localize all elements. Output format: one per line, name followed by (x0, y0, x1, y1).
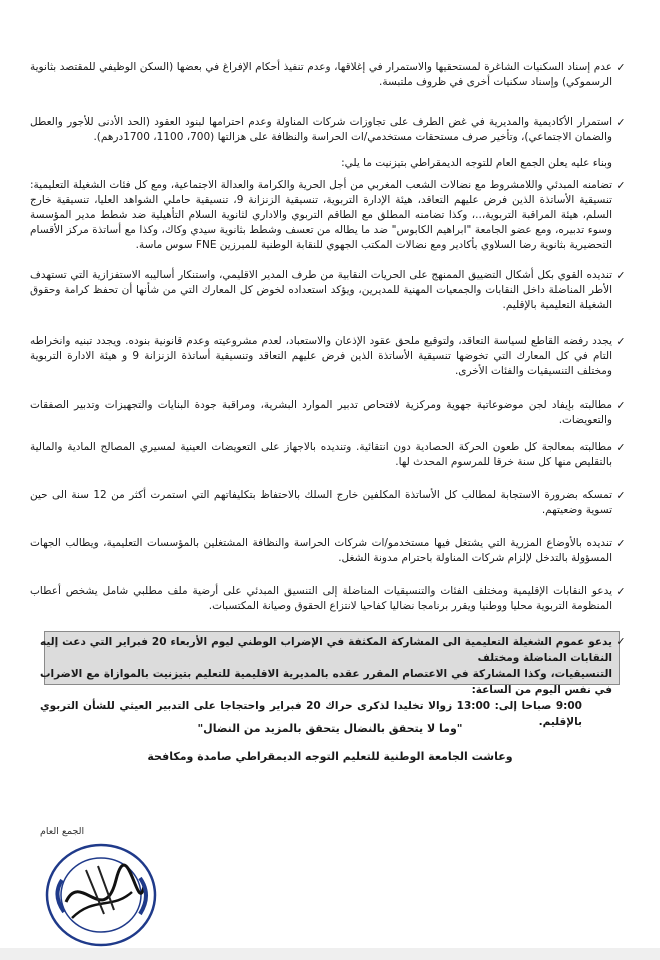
callout-line: يدعو عموم الشغيلة التعليمية الى المشاركة المكثفة في الإضراب الوطني ليوم الأربعاء 20 فبراير التي دعت إليه النقابات المناضلة ومختلف (40, 636, 612, 664)
item-text: استمرار الأكاديمية والمديرية في غض الطرف على تجاوزات شركات المناولة وعدم احترامها لبنود العقود (الحد الأدنى للأجور والعطل والضمان الاجتماعي)، وتأخير صرف مستحقات مستخدمي/ات الحراسة والنظافة على هزالتها (700، 1100، 1700درهم). (30, 116, 612, 143)
list-item (30, 584, 630, 614)
item-text: عدم إسناد السكنيات الشاغرة لمستحقيها والاستمرار في إغلاقها، وعدم تنفيذ أحكام الإفراغ في بعضها (السكن الوظيفي للمقتصد بثانوية الرسموكي) وإسناد سكنيات أخرى في ظروف ملتبسة. (30, 61, 612, 88)
list-item (30, 488, 630, 518)
list-item (30, 60, 630, 90)
list-item (30, 398, 630, 428)
footer-strip (0, 948, 660, 960)
list-item (30, 440, 630, 470)
list-item (30, 268, 630, 313)
signer-label: الجمع العام (40, 826, 85, 837)
checkmark-icon: ✓ (616, 635, 626, 648)
list-item (30, 334, 630, 379)
item-text: يدعو النقابات الإقليمية ومختلف الفئات والتنسيقيات المناضلة إلى التنسيق المبدئي على أرضية ملف مطلبي شامل يشخص أعطاب المنظومة التربوية محليا ووطنيا ويقرر برنامجا نضاليا كفاحيا لانتزاع الحقوق وصيانة المكتسبات. (30, 585, 612, 612)
item-text: مطالبته بمعالجة كل طعون الحركة الحصادية دون انتقائية. وتنديده بالاجهاز على التعويضات العينية لمسيري المصالح المادية والمالية بالتقليص منها كل سنة خرقا للمرسوم المحدث لها. (30, 441, 612, 468)
checkmark-icon: ✓ (616, 179, 626, 192)
item-text: تنديده بالأوضاع المزرية التي يشتغل فيها مستخدمو/ات شركات الحراسة والنظافة المشتغلين بالمؤسسات التعليمية، ويطالب الجهات المسؤولة بالتدخل لإلزام شركات المناولة باحترام مدونة الشغل. (30, 537, 612, 564)
checkmark-icon: ✓ (616, 269, 626, 282)
callout (30, 634, 630, 730)
callout-line: 9:00 صباحا إلى: 13:00 زوالا تخليدا لذكرى حراك 20 فبراير واحتجاجا على التدبير العيثي للشأن التربوي بالإقليم. (40, 700, 582, 728)
item-text: يجدد رفضه القاطع لسياسة التعاقد، ولتوقيع ملحق عقود الإذعان والاستعباد، لعدم مشروعيته وعدم قانونية بنوده. ويجدد تبنيه وانخراطه التام في كل المعارك التي تخوضها تنسيقية الأساتذة الذين فرض عليهم التعاقد وتنسيقية أساتذة الزنزانة 9 و هيئة الادارة التربوية ومختلف التنسيقيات والفئات الأخرى. (30, 335, 612, 377)
item-text: تضامنه المبدئي واللامشروط مع نضالات الشعب المغربي من أجل الحرية والكرامة والعدالة الاجتماعية، ومع كل فئات الشغيلة التعليمية: تنسيقية الأساتذة الذين فرض عليهم التعاقد، هيئة الإدارة التربوية، تنسيقية الزنزانة 9، تنسيقية حاملي الشواهد العليا، تنسيقية خارج السلم، هيئة المراقبة التربوية،..، وكذا تضامنه المطلق مع الطاقم التربوي والاداري لثانوية السلام التأهيلية ضد شطط مدير المؤسسة وسوء تدبيره، ومع عضو الجامعة "ابراهيم الكابوس" ضد ما يطاله من تعسف وشطط بثانوية سيدي وكاك، وكذا مع أساتذة مركز الأقسام التحضيرية بثانوية رضا السلاوي بأكادير ومع نضالات المكتب الجهوي للنقابة الوطنية للمبرزين FNE سوس ماسة. (30, 179, 612, 251)
checkmark-icon: ✓ (616, 585, 626, 598)
item-text: مطالبته بإيفاد لجن موضوعاتية جهوية ومركزية لافتحاص تدبير الموارد البشرية، ومراقبة جودة البنايات والتجهيزات وتدبير الصفقات والتعويضات. (30, 399, 612, 426)
intro-text: وبناء عليه يعلن الجمع العام للتوجه الديمقراطي بتيزنيت ما يلي: (341, 157, 612, 169)
list-item (30, 115, 630, 145)
checkmark-icon: ✓ (616, 399, 626, 412)
stamp-icon (42, 840, 160, 950)
checkmark-icon: ✓ (616, 441, 626, 454)
checkmark-icon: ✓ (616, 335, 626, 348)
checkmark-icon: ✓ (616, 489, 626, 502)
callout-line: التنسيقيات، وكذا المشاركة في الاعتصام المقرر عقده بالمديرية الاقليمية للتعليم بتيزنيت بالموازاة مع الاضراب في نفس اليوم من الساعة: (40, 668, 612, 696)
item-text: تمسكه بضرورة الاستجابة لمطالب كل الأساتذة المكلفين خارج السلك بالاحتفاظ بتكليفاتهم التي استمرت أكثر من 12 سنة الى حين تسوية وضعيتهم. (30, 489, 612, 516)
list-item (30, 178, 630, 253)
checkmark-icon: ✓ (616, 116, 626, 129)
item-text: تنديده القوي بكل أشكال التضييق الممنهج على الحريات النقابية من طرف المدير الاقليمي، واستنكار أساليبه الاستفزازية التي تستهدف الأطر المناضلة داخل النقابات والجمعيات المهنية للمديرين، ويؤكد استعداده لخوض كل المعارك التي من شأنها أن تحفظ كرامة وحقوق الشغيلة التعليمية بالإقليم. (30, 269, 612, 311)
closing-line: وعاشت الجامعة الوطنية للتعليم التوجه الديمقراطي صامدة ومكافحة (147, 750, 513, 763)
checkmark-icon: ✓ (616, 61, 626, 74)
slogan: "وما لا يتحقق بالنضال يتحقق بالمزيد من النضال" (197, 722, 463, 735)
list-item (30, 536, 630, 566)
checkmark-icon: ✓ (616, 537, 626, 550)
